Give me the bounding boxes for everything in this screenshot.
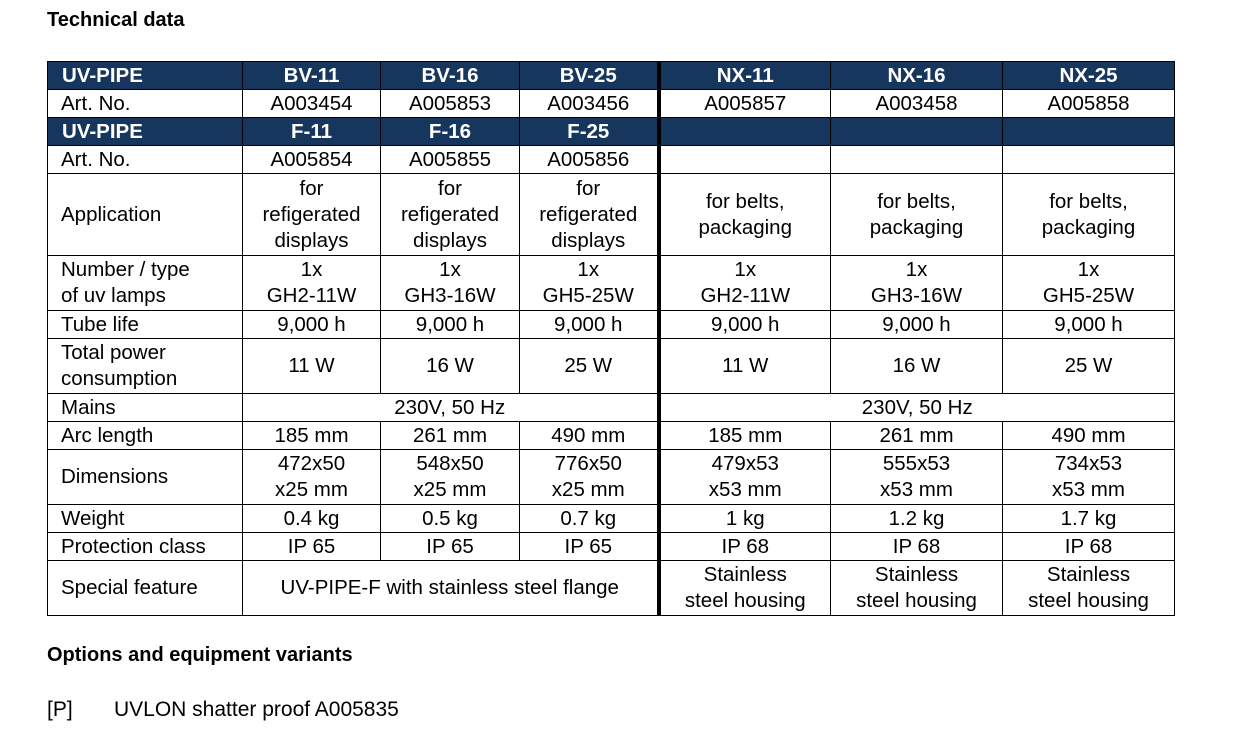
model-header: BV-25 (520, 62, 659, 90)
mains-cell: 230V, 50 Hz (659, 394, 1175, 422)
power-cell: 25 W (520, 339, 659, 394)
model-header: F-11 (243, 118, 381, 146)
row-label: Protection class (48, 533, 243, 561)
table-row-protection (48, 533, 1175, 561)
model-header: NX-16 (831, 62, 1003, 90)
table-row-application (48, 174, 1175, 256)
dimensions-cell: 548x50 x25 mm (381, 450, 520, 505)
technical-data-heading: Technical data (47, 9, 185, 31)
header-row-f-models (48, 118, 1175, 146)
empty-cell (831, 118, 1003, 146)
table-row-special (48, 561, 1175, 616)
weight-cell: 1.7 kg (1003, 505, 1175, 533)
empty-cell (1003, 146, 1175, 174)
protection-cell: IP 68 (659, 533, 831, 561)
header-row-models (48, 62, 1175, 90)
artno-cell: A003456 (520, 90, 659, 118)
artno-cell: A003454 (243, 90, 381, 118)
lamp-cell: 1x GH5-25W (520, 256, 659, 311)
protection-cell: IP 68 (831, 533, 1003, 561)
arc-length-cell: 490 mm (1003, 422, 1175, 450)
row-label: Total power consumption (48, 339, 243, 394)
options-heading: Options and equipment variants (47, 644, 353, 666)
row-label: Dimensions (48, 450, 243, 505)
table-row-arc-length (48, 422, 1175, 450)
protection-cell: IP 65 (243, 533, 381, 561)
special-feature-cell: Stainless steel housing (1003, 561, 1175, 616)
artno-cell: A005855 (381, 146, 520, 174)
application-cell: for refigerated displays (243, 174, 381, 256)
weight-cell: 0.7 kg (520, 505, 659, 533)
artno-cell: A005854 (243, 146, 381, 174)
dimensions-cell: 479x53 x53 mm (659, 450, 831, 505)
empty-cell (831, 146, 1003, 174)
arc-length-cell: 261 mm (381, 422, 520, 450)
row-label: Weight (48, 505, 243, 533)
arc-length-cell: 185 mm (659, 422, 831, 450)
dimensions-cell: 776x50 x25 mm (520, 450, 659, 505)
arc-length-cell: 185 mm (243, 422, 381, 450)
power-cell: 25 W (1003, 339, 1175, 394)
arc-length-cell: 490 mm (520, 422, 659, 450)
empty-cell (1003, 118, 1175, 146)
weight-cell: 1 kg (659, 505, 831, 533)
artno-cell: A005857 (659, 90, 831, 118)
mains-cell: 230V, 50 Hz (243, 394, 659, 422)
tube-life-cell: 9,000 h (243, 311, 381, 339)
row-label: Arc length (48, 422, 243, 450)
power-cell: 16 W (381, 339, 520, 394)
application-cell: for refigerated displays (381, 174, 520, 256)
lamp-cell: 1x GH3-16W (381, 256, 520, 311)
model-header: NX-25 (1003, 62, 1175, 90)
row-label: Special feature (48, 561, 243, 616)
special-feature-cell: Stainless steel housing (831, 561, 1003, 616)
tube-life-cell: 9,000 h (659, 311, 831, 339)
artno-cell: A005853 (381, 90, 520, 118)
model-header: BV-11 (243, 62, 381, 90)
model-header: F-16 (381, 118, 520, 146)
tube-life-cell: 9,000 h (381, 311, 520, 339)
tube-life-cell: 9,000 h (520, 311, 659, 339)
application-cell: for belts, packaging (831, 174, 1003, 256)
protection-cell: IP 65 (520, 533, 659, 561)
artno-cell: A003458 (831, 90, 1003, 118)
header-label: UV-PIPE (48, 118, 243, 146)
weight-cell: 0.5 kg (381, 505, 520, 533)
table-row-weight (48, 505, 1175, 533)
power-cell: 11 W (659, 339, 831, 394)
table-row-power (48, 339, 1175, 394)
protection-cell: IP 65 (381, 533, 520, 561)
technical-data-table (47, 61, 1175, 616)
option-item (47, 697, 399, 723)
special-feature-cell: Stainless steel housing (659, 561, 831, 616)
application-cell: for belts, packaging (1003, 174, 1175, 256)
tube-life-cell: 9,000 h (1003, 311, 1175, 339)
row-label: Number / type of uv lamps (48, 256, 243, 311)
lamp-cell: 1x GH5-25W (1003, 256, 1175, 311)
artno-cell: A005858 (1003, 90, 1175, 118)
table-row-artno-f (48, 146, 1175, 174)
model-header: F-25 (520, 118, 659, 146)
lamp-cell: 1x GH2-11W (243, 256, 381, 311)
row-label: Application (48, 174, 243, 256)
header-label: UV-PIPE (48, 62, 243, 90)
model-header: BV-16 (381, 62, 520, 90)
protection-cell: IP 68 (1003, 533, 1175, 561)
arc-length-cell: 261 mm (831, 422, 1003, 450)
application-cell: for refigerated displays (520, 174, 659, 256)
dimensions-cell: 472x50 x25 mm (243, 450, 381, 505)
row-label: Art. No. (48, 90, 243, 118)
artno-cell: A005856 (520, 146, 659, 174)
tube-life-cell: 9,000 h (831, 311, 1003, 339)
table-row-lamps (48, 256, 1175, 311)
power-cell: 16 W (831, 339, 1003, 394)
lamp-cell: 1x GH3-16W (831, 256, 1003, 311)
empty-cell (659, 146, 831, 174)
lamp-cell: 1x GH2-11W (659, 256, 831, 311)
row-label: Mains (48, 394, 243, 422)
option-text: UVLON shatter proof A005835 (114, 698, 399, 721)
table-row-artno (48, 90, 1175, 118)
row-label: Art. No. (48, 146, 243, 174)
table-row-dimensions (48, 450, 1175, 505)
model-header: NX-11 (659, 62, 831, 90)
table-row-tube-life (48, 311, 1175, 339)
dimensions-cell: 555x53 x53 mm (831, 450, 1003, 505)
special-feature-cell: UV-PIPE-F with stainless steel flange (243, 561, 659, 616)
option-code: [P] (47, 698, 73, 721)
table-row-mains (48, 394, 1175, 422)
dimensions-cell: 734x53 x53 mm (1003, 450, 1175, 505)
application-cell: for belts, packaging (659, 174, 831, 256)
weight-cell: 0.4 kg (243, 505, 381, 533)
power-cell: 11 W (243, 339, 381, 394)
empty-cell (659, 118, 831, 146)
row-label: Tube life (48, 311, 243, 339)
weight-cell: 1.2 kg (831, 505, 1003, 533)
